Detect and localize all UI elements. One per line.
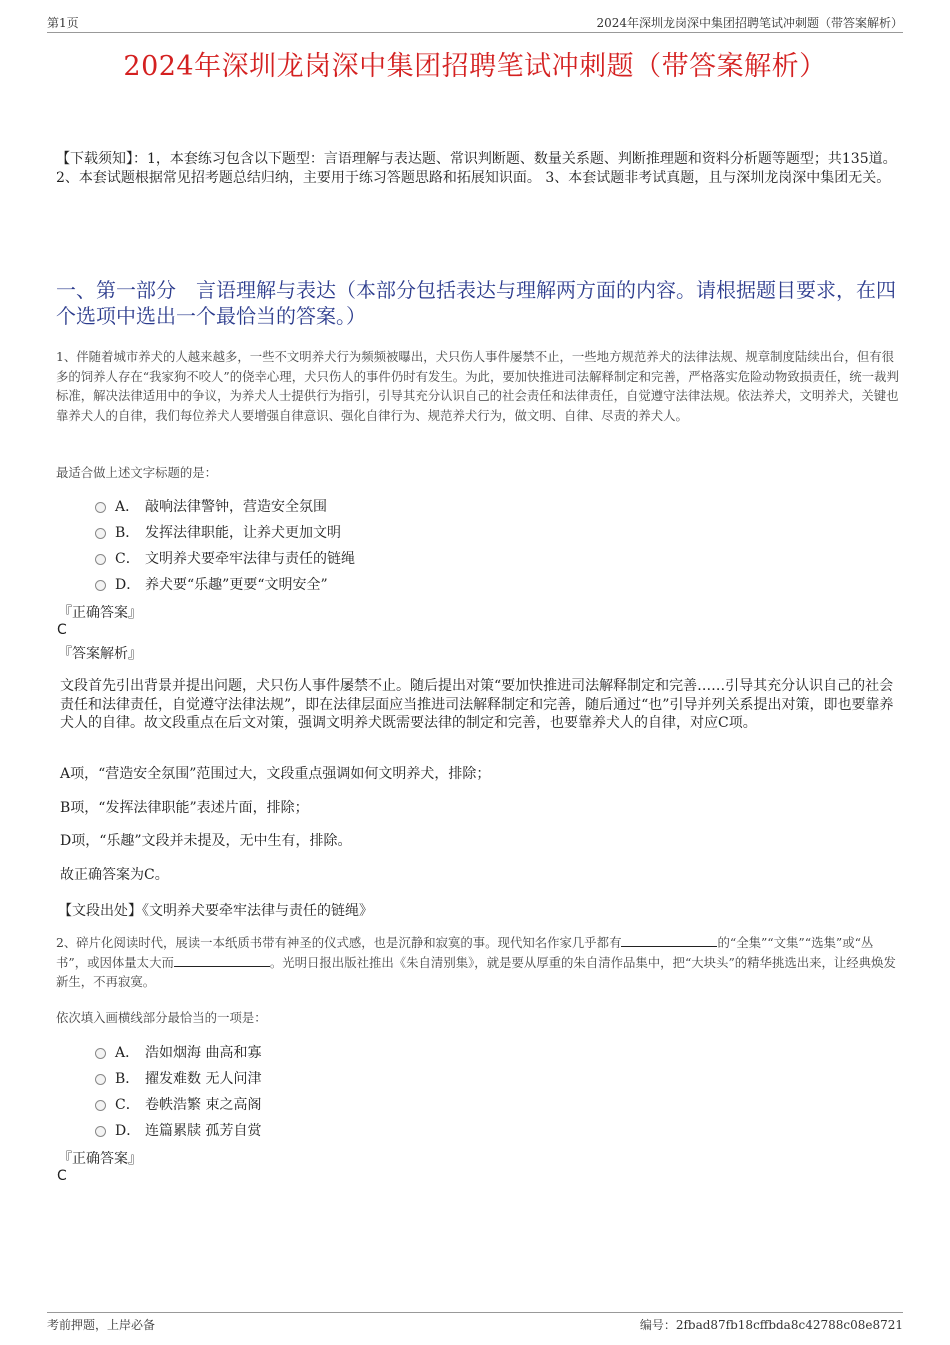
header-doc-title: 2024年深圳龙岗深中集团招聘笔试冲刺题（带答案解析） <box>596 16 903 30</box>
fill-blank-2 <box>174 954 270 967</box>
fill-blank-1 <box>621 934 717 947</box>
analysis-line-a: A项，“营造安全氛围”范围过大，文段重点强调如何文明养犬，排除； <box>60 766 491 782</box>
radio-icon[interactable] <box>95 580 106 591</box>
option-d[interactable]: D． 连篇累牍 孤芳自赏 <box>95 1118 595 1144</box>
analysis-line-b: B项，“发挥法律职能”表述片面，排除； <box>60 800 309 816</box>
answer-label: 『正确答案』 <box>58 605 142 621</box>
page-header <box>47 12 903 33</box>
download-notice: 【下载须知】：1，本套练习包含以下题型：言语理解与表达题、常识判断题、数量关系题、判断推理题和资料分析题等题型；共135道。 2、本套试题根据常见招考题总结归纳，主要用于练习答题思路和拓展知识面。 3、本套试题非考试真题，且与深圳龙岗深中集团无关。 <box>56 151 897 186</box>
radio-icon[interactable] <box>95 1074 106 1085</box>
question-1-text: 1、伴随着城市养犬的人越来越多，一些不文明养犬行为频频被曝出，犬只伤人事件屡禁不止，一些地方规范养犬的法律法规、规章制度陆续出台，但有很多的饲养人存在“我家狗不咬人”的侥幸心理，犬只伤人的事件仍时有发生。为此，要加快推进司法解释制定和完善，严格落实危险动物致损责任，统一裁判标准，解决法律适用中的争议，为养犬人士提供行为指引，引导其充分认识自己的社会责任和法律责任，自觉遵守法律法规。依法养犬，文明养犬，关键也靠养犬人的自律，我们每位养犬人要增强自律意识、强化自律行为、规范养犬行为，做文明、自律、尽责的养犬人。 <box>56 349 899 423</box>
option-d[interactable]: D． 养犬要“乐趣”更要“文明安全” <box>95 572 595 598</box>
question-2-options <box>95 1040 595 1144</box>
question-2-text: 2、碎片化阅读时代，展读一本纸质书带有神圣的仪式感，也是沉静和寂寞的事。现代知名作家几乎都有 的“全集”“文集”“选集”或“丛书”，或因体量太大而 。光明日报出版社推出《朱自清别集》，就是要从厚重的朱自清作品集中，把“大块头”的精华挑选出来，让经典焕发新生，不再寂寞。 <box>56 935 896 989</box>
document-title: 2024年深圳龙岗深中集团招聘笔试冲刺题（带答案解析） <box>123 51 827 82</box>
option-c[interactable]: C． 卷帙浩繁 束之高阁 <box>95 1092 595 1118</box>
correct-answer: C <box>57 1168 67 1184</box>
passage-source: 【文段出处】《文明养犬要牵牢法律与责任的链绳》 <box>58 903 373 919</box>
analysis-conclusion: 故正确答案为C。 <box>60 867 169 883</box>
analysis-paragraph: 文段首先引出背景并提出问题，犬只伤人事件屡禁不止。随后提出对策“要加快推进司法解释制定和完善……引导其充分认识自己的社会责任和法律责任，自觉遵守法律法规”，即在法律层面应当推进司法解释制定和完善，随后通过“也”引导并列关系提出对策，即也要靠养犬人的自律。故文段重点在后文对策，强调文明养犬既需要法律的制定和完善，也要靠养犬人的自律，对应C项。 <box>60 678 894 731</box>
option-c[interactable]: C． 文明养犬要牵牢法律与责任的链绳 <box>95 546 595 572</box>
footer-code: 编号：2fbad87fb18cffbda8c42788c08e8721 <box>639 1318 903 1332</box>
radio-icon[interactable] <box>95 1126 106 1137</box>
correct-answer: C <box>57 622 67 638</box>
radio-icon[interactable] <box>95 1100 106 1111</box>
footer-slogan: 考前押题，上岸必备 <box>47 1318 156 1332</box>
option-b[interactable]: B． 发挥法律职能，让养犬更加文明 <box>95 520 595 546</box>
question-2-prompt: 依次填入画横线部分最恰当的一项是： <box>56 1010 267 1025</box>
radio-icon[interactable] <box>95 554 106 565</box>
question-1-options <box>95 494 595 598</box>
radio-icon[interactable] <box>95 1048 106 1059</box>
option-b[interactable]: B． 擢发难数 无人问津 <box>95 1066 595 1092</box>
analysis-label: 『答案解析』 <box>58 646 142 662</box>
section-heading: 一、第一部分 言语理解与表达（本部分包括表达与理解两方面的内容。请根据题目要求，在四个选项中选出一个最恰当的答案。） <box>56 278 896 328</box>
radio-icon[interactable] <box>95 502 106 513</box>
analysis-line-d: D项，“乐趣”文段并未提及，无中生有，排除。 <box>60 833 352 849</box>
radio-icon[interactable] <box>95 528 106 539</box>
answer-label: 『正确答案』 <box>58 1151 142 1167</box>
page-footer <box>47 1312 903 1333</box>
question-1-prompt: 最适合做上述文字标题的是： <box>56 465 218 480</box>
option-a[interactable]: A． 敲响法律警钟，营造安全氛围 <box>95 494 595 520</box>
option-a[interactable]: A． 浩如烟海 曲高和寡 <box>95 1040 595 1066</box>
page-number: 第1页 <box>47 16 79 30</box>
